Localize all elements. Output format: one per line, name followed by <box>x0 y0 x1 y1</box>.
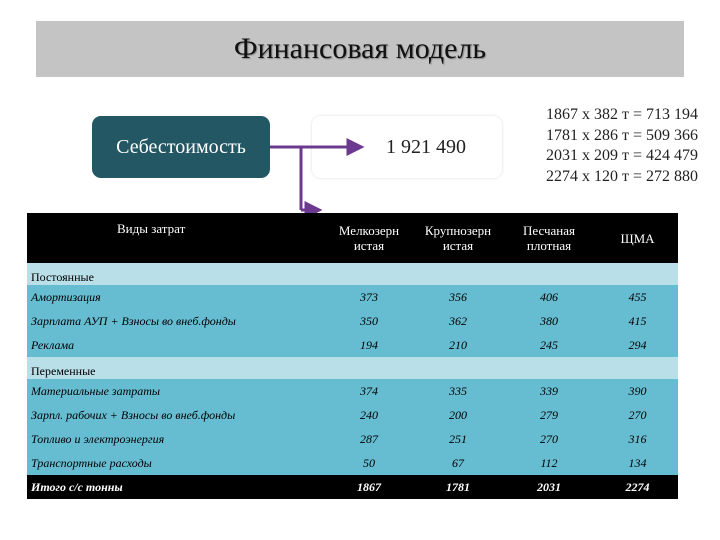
total-value: 2031 <box>501 475 597 499</box>
calculation-line: 2031 х 209 т = 424 479 <box>545 147 698 164</box>
group-row <box>27 357 678 379</box>
cell-value: 339 <box>501 379 597 403</box>
cell-value: 380 <box>501 309 597 333</box>
cell-value: 294 <box>597 333 678 357</box>
cell-value: 279 <box>501 403 597 427</box>
cell-value: 134 <box>597 451 678 475</box>
total-row-name: Итого с/с тонны <box>27 475 323 499</box>
cell-value: 316 <box>597 427 678 451</box>
group-label: Постоянные <box>27 263 678 285</box>
cell-value: 455 <box>597 285 678 309</box>
calculation-line: 1781 х 286 т = 509 366 <box>545 126 698 144</box>
cell-value: 373 <box>323 285 415 309</box>
group-label: Переменные <box>27 357 678 379</box>
cell-value: 350 <box>323 309 415 333</box>
cell-value: 335 <box>415 379 501 403</box>
group-row <box>27 263 678 285</box>
row-name: Зарплата АУП + Взносы во внеб.фонды <box>27 309 323 333</box>
cell-value: 194 <box>323 333 415 357</box>
cell-value: 374 <box>323 379 415 403</box>
cell-value: 245 <box>501 333 597 357</box>
cost-table <box>27 213 678 499</box>
cost-label: Себестоимость <box>116 135 246 158</box>
table-row <box>27 379 678 403</box>
page-title: Финансовая модель <box>233 32 487 65</box>
cell-value: 251 <box>415 427 501 451</box>
cell-value: 406 <box>501 285 597 309</box>
total-value: 2274 <box>597 475 678 499</box>
calculation-line: 1867 х 382 т = 713 194 <box>545 106 698 123</box>
cell-value: 67 <box>415 451 501 475</box>
cell-value: 210 <box>415 333 501 357</box>
cell-value: 50 <box>323 451 415 475</box>
total-cost-value: 1 921 490 <box>386 135 466 158</box>
header-column: Песчаная плотная <box>501 213 597 263</box>
row-name: Амортизация <box>27 285 323 309</box>
table-row <box>27 427 678 451</box>
table-row <box>27 403 678 427</box>
calculation-line: 2274 х 120 т = 272 880 <box>545 167 698 185</box>
cell-value: 287 <box>323 427 415 451</box>
cell-value: 415 <box>597 309 678 333</box>
cell-value: 390 <box>597 379 678 403</box>
row-name: Зарпл. рабочих + Взносы во внеб.фонды <box>27 403 323 427</box>
table-row <box>27 309 678 333</box>
cell-value: 200 <box>415 403 501 427</box>
cell-value: 362 <box>415 309 501 333</box>
row-name: Топливо и электроэнергия <box>27 427 323 451</box>
row-name: Транспортные расходы <box>27 451 323 475</box>
header-column: Крупнозерн истая <box>415 213 501 263</box>
header-column: ЩМА <box>597 213 678 263</box>
total-row <box>27 475 678 499</box>
row-name: Реклама <box>27 333 323 357</box>
cell-value: 270 <box>501 427 597 451</box>
total-value: 1867 <box>323 475 415 499</box>
total-value: 1781 <box>415 475 501 499</box>
header-column: Мелкозерн истая <box>323 213 415 263</box>
table-row <box>27 333 678 357</box>
cell-value: 240 <box>323 403 415 427</box>
row-name: Материальные затраты <box>27 379 323 403</box>
cell-value: 356 <box>415 285 501 309</box>
cell-value: 112 <box>501 451 597 475</box>
table-row <box>27 285 678 309</box>
cell-value: 270 <box>597 403 678 427</box>
table-row <box>27 451 678 475</box>
header-cost-types: Виды затрат <box>27 213 323 263</box>
table-header-row <box>27 213 678 263</box>
